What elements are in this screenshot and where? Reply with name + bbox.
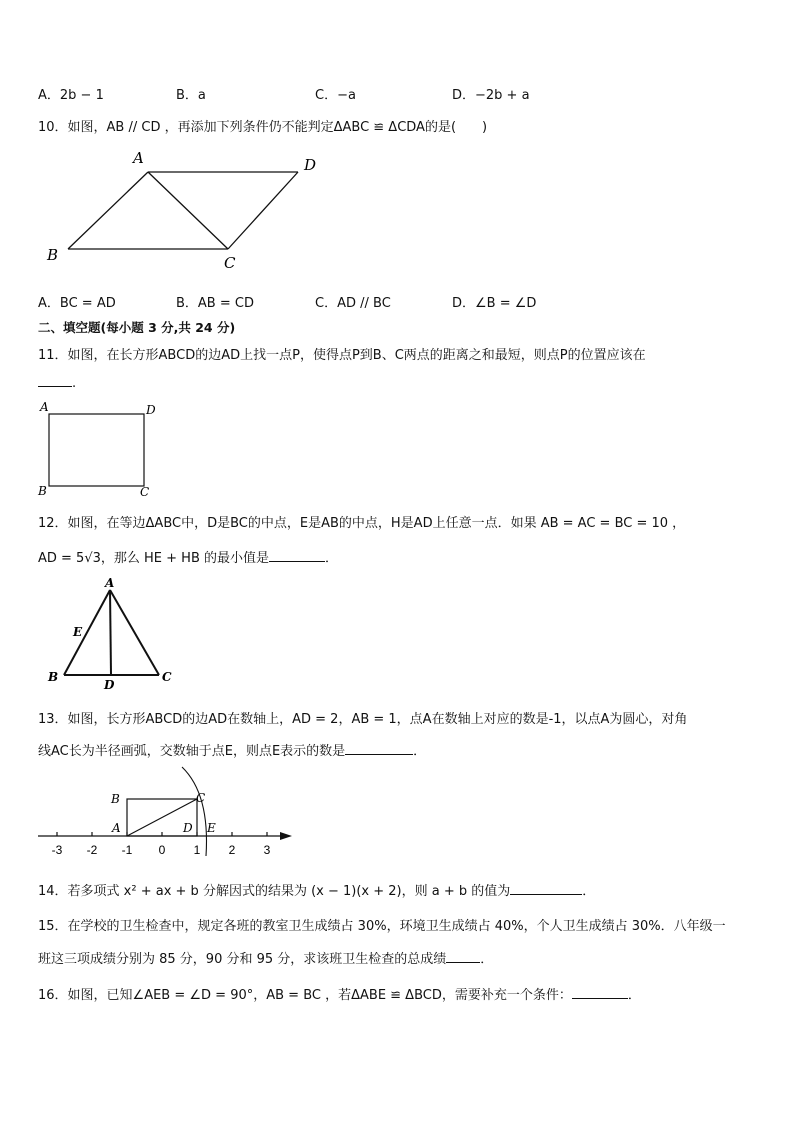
q15-blank[interactable] xyxy=(446,948,480,963)
label-a: A xyxy=(40,400,49,414)
q16-end: ． xyxy=(627,988,641,1003)
q10-option-c: C．AD // BC xyxy=(315,296,391,311)
label-b: B xyxy=(47,246,59,264)
q11-end: . xyxy=(72,376,77,391)
q16-text: 16．如图，已知∠AEB = ∠D = 90°，AB = BC ，若ΔABE ≌ ΔBCD，需要补充一个条件： xyxy=(38,988,572,1003)
q12-triangle-figure xyxy=(44,574,184,694)
q15-end: ． xyxy=(480,952,494,967)
q10-parallelogram-figure xyxy=(40,148,330,273)
segment-ab xyxy=(68,172,148,249)
label-d: D xyxy=(146,403,156,417)
label-b: B xyxy=(48,670,59,684)
q9-option-a: A．2b − 1 xyxy=(38,88,104,103)
label-d: D xyxy=(183,821,193,835)
label-a: A xyxy=(112,821,121,835)
q16-blank[interactable] xyxy=(572,984,628,999)
q13-number-line-figure xyxy=(34,764,296,860)
q15-stem-line2 xyxy=(38,948,493,967)
q12-stem-line2 xyxy=(38,547,338,566)
q12-stem-line1: 12．如图，在等边ΔABC中，D是BC的中点，E是AB的中点，H是AD上任意一点．如果 AB = AC = BC = 10 ， xyxy=(38,516,686,531)
tick-label: -1 xyxy=(121,843,133,857)
q13-end: ． xyxy=(413,744,427,759)
q15-stem-line1: 15．在学校的卫生检查中，规定各班的教室卫生成绩占 30%，环境卫生成绩占 40%，个人卫生成绩占 30%．八年级一 xyxy=(38,919,726,934)
label-d: D xyxy=(304,156,317,174)
label-a: A xyxy=(105,576,115,590)
label-c: C xyxy=(140,485,150,499)
arrow-icon xyxy=(280,832,292,840)
label-b: B xyxy=(111,792,120,806)
label-c: C xyxy=(224,254,236,272)
q9-option-c: C．−a xyxy=(315,88,356,103)
q14-text: 14．若多项式 x² + ax + b 分解因式的结果为 (x − 1)(x + 2)，则 a + b 的值为 xyxy=(38,884,511,899)
q12-blank[interactable] xyxy=(269,547,325,562)
q11-rectangle-figure xyxy=(36,400,162,500)
q11-blank[interactable] xyxy=(38,372,72,387)
segment-ac xyxy=(110,590,159,675)
q10-stem: 10．如图，AB // CD ，再添加下列条件仍不能判定ΔABC ≌ ΔCDA的是( ) xyxy=(38,120,488,135)
tick-label: 2 xyxy=(228,843,236,857)
tick-label: 3 xyxy=(263,843,271,857)
q13-stem-line1: 13．如图，长方形ABCD的边AD在数轴上，AD = 2，AB = 1，点A在数轴上对应的数是-1，以点A为圆心，对角 xyxy=(38,712,688,727)
tick-label: -2 xyxy=(86,843,98,857)
label-e: E xyxy=(207,821,216,835)
tick-label: 1 xyxy=(193,843,201,857)
segment-cd xyxy=(228,172,298,249)
q9-option-b: B．a xyxy=(176,88,206,103)
q11-answer-line xyxy=(38,372,76,391)
q9-option-d: D．−2b + a xyxy=(452,88,530,103)
q12-end: ． xyxy=(325,551,339,566)
q16-stem xyxy=(38,984,641,1003)
rectangle-abcd xyxy=(49,414,144,486)
q12-text: AD = 5√3，那么 HE + HB 的最小值是 xyxy=(38,551,269,566)
label-c: C xyxy=(162,670,172,684)
tick-label: 0 xyxy=(158,843,166,857)
q10-option-b: B．AB = CD xyxy=(176,296,254,311)
label-e: E xyxy=(73,625,83,639)
tick-label: -3 xyxy=(51,843,63,857)
label-c: C xyxy=(196,791,206,805)
q15-text: 班这三项成绩分别为 85 分，90 分和 95 分，求该班卫生检查的总成绩 xyxy=(38,952,447,967)
q13-blank[interactable] xyxy=(345,740,413,755)
label-a: A xyxy=(133,149,144,167)
q14-blank[interactable] xyxy=(510,880,582,895)
q14-stem xyxy=(38,880,595,899)
segment-ad xyxy=(110,590,111,675)
segment-ac xyxy=(148,172,228,249)
section-title: 二、填空题(每小题 3 分,共 24 分) xyxy=(38,320,236,335)
q13-stem-line2 xyxy=(38,740,426,759)
q14-end: ． xyxy=(582,884,596,899)
label-b: B xyxy=(38,484,47,498)
q10-option-a: A．BC = AD xyxy=(38,296,116,311)
q10-option-d: D．∠B = ∠D xyxy=(452,296,537,311)
segment-ab xyxy=(64,590,110,675)
q11-stem: 11．如图，在长方形ABCD的边AD上找一点P，使得点P到B、C两点的距离之和最短，则点P的位置应该在 xyxy=(38,348,646,363)
label-d: D xyxy=(104,678,115,692)
q13-text: 线AC长为半径画弧，交数轴于点E，则点E表示的数是 xyxy=(38,744,346,759)
